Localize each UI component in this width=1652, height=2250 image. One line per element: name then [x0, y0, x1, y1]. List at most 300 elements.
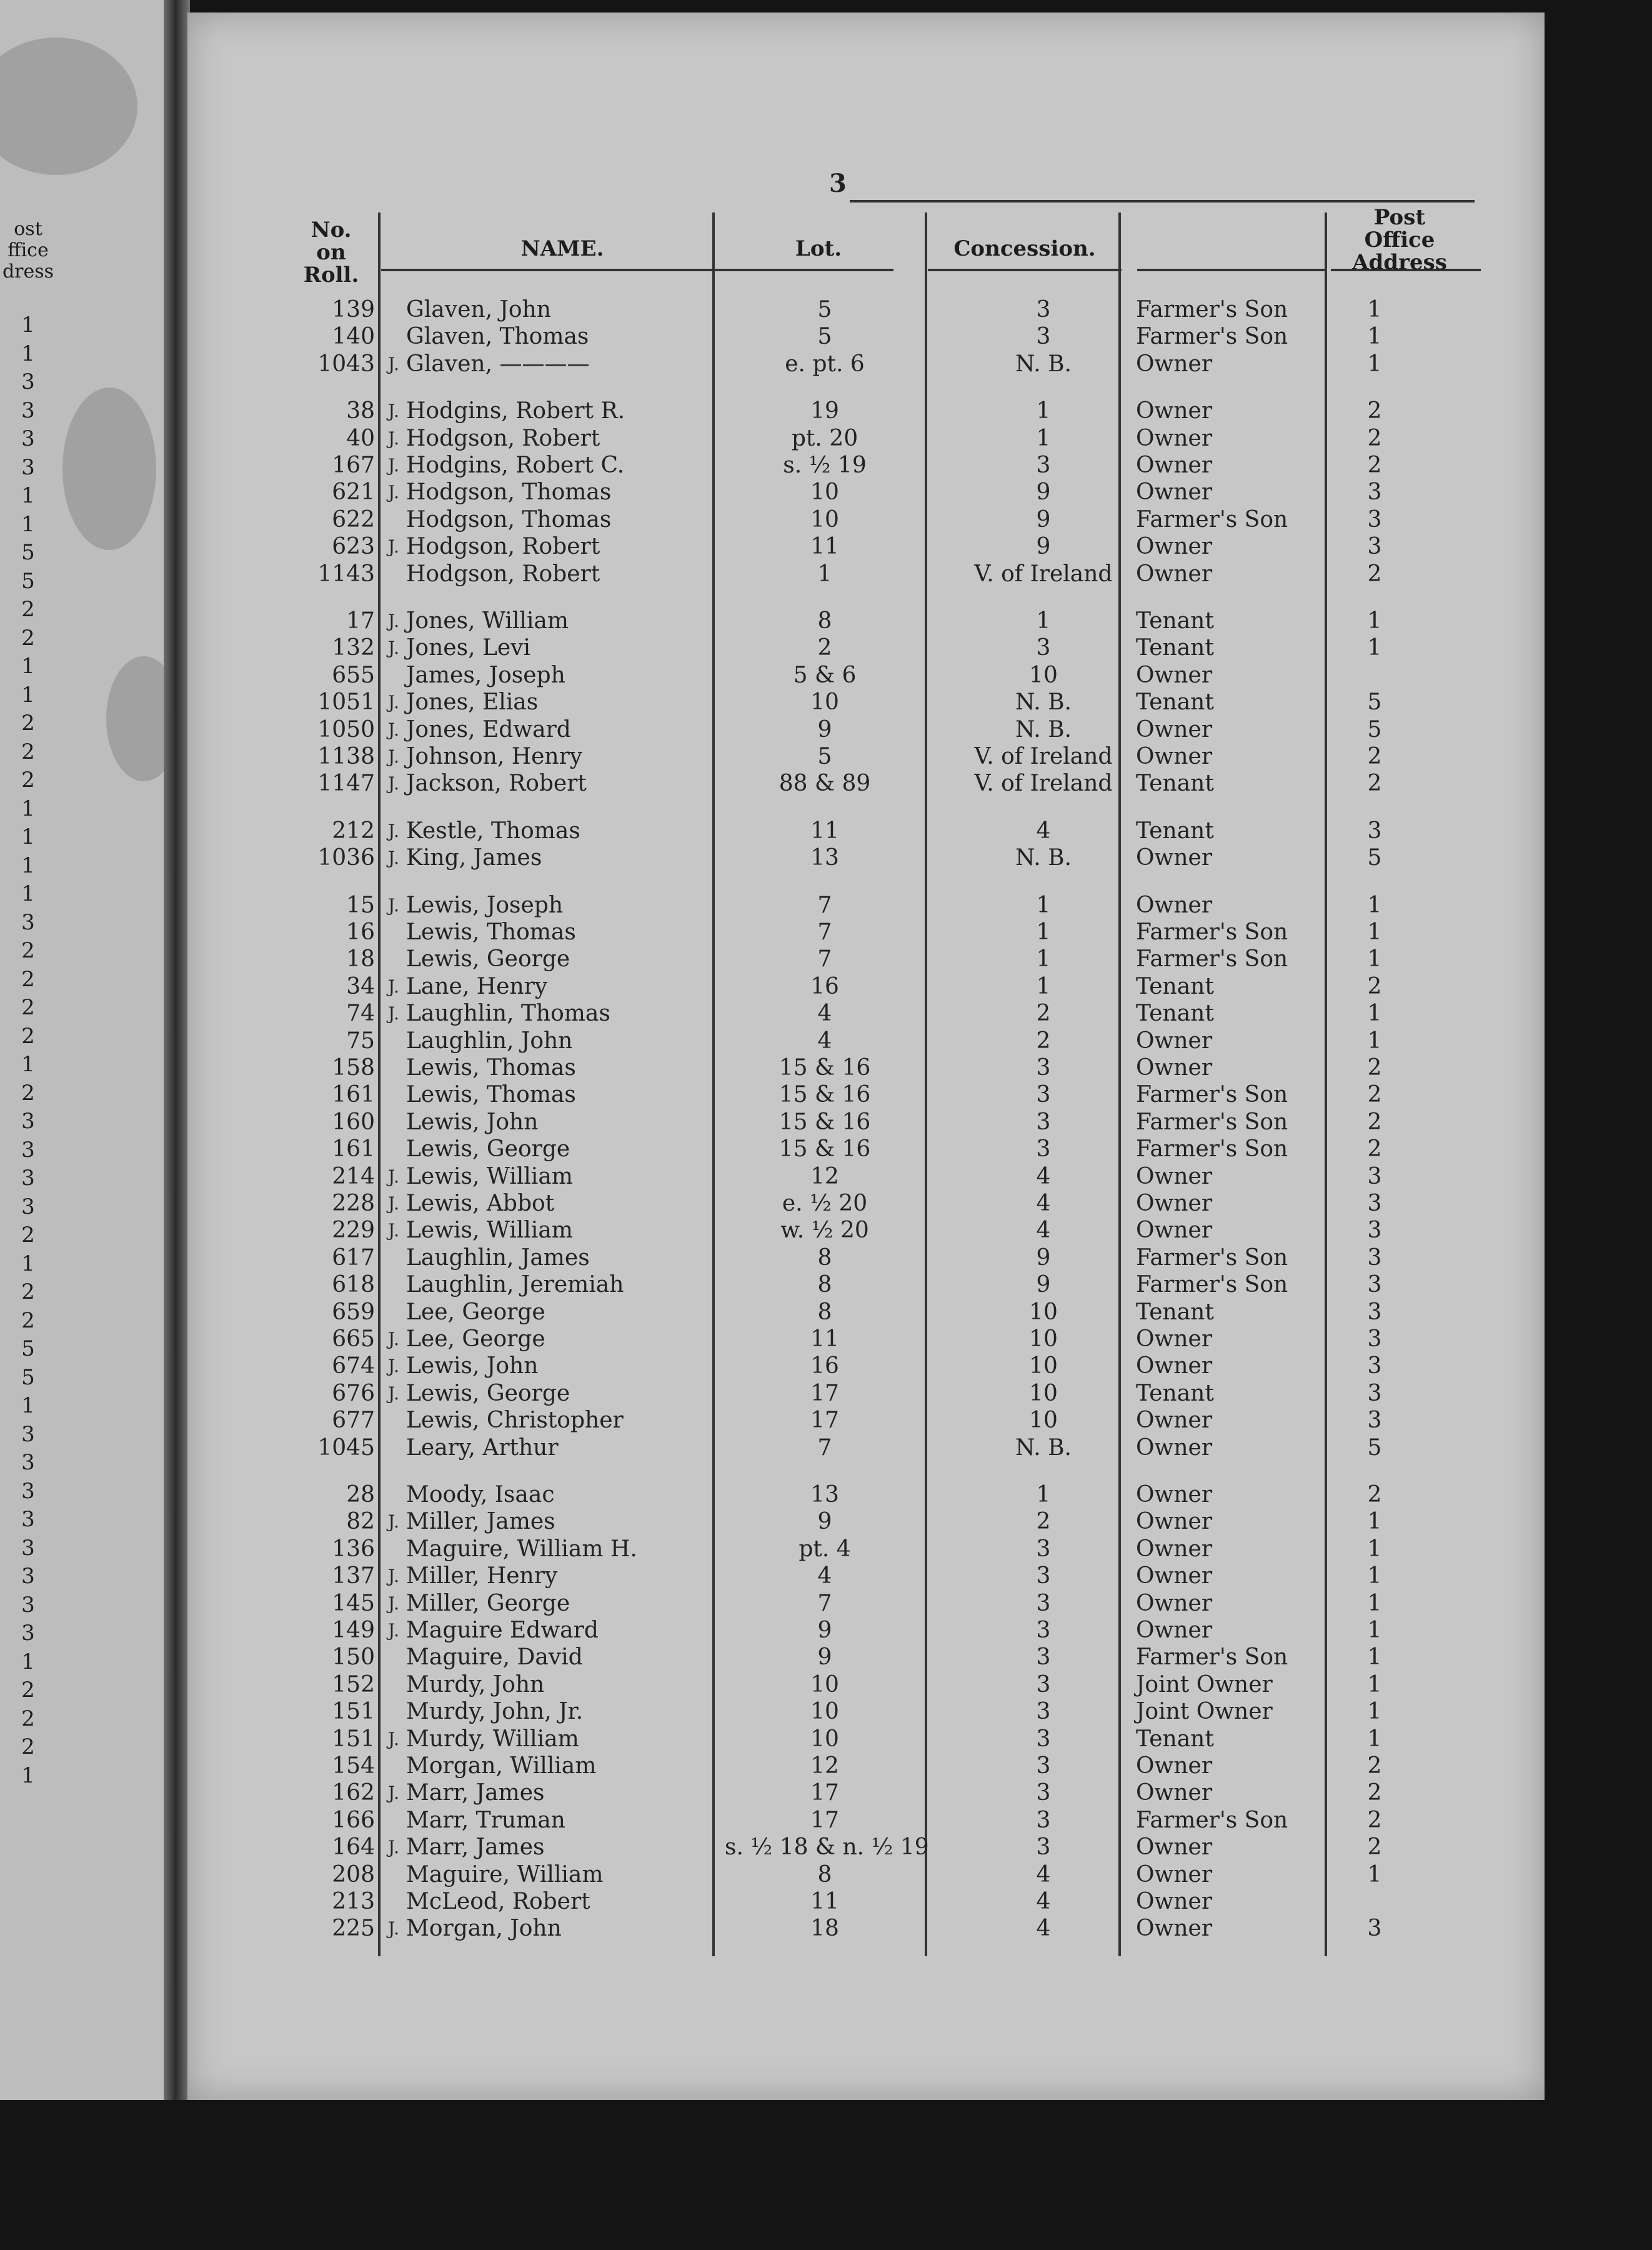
cell-concession: 9 [1036, 1244, 1051, 1271]
cell-post-office: 1 [1367, 1001, 1382, 1027]
cell-roll-number: 623 [332, 534, 375, 560]
cell-post-office: 1 [1367, 1699, 1382, 1725]
cell-lot: 10 [810, 1726, 839, 1752]
cell-concession: 4 [1036, 1218, 1051, 1244]
cell-person-name: Hodgins, Robert R. [406, 398, 625, 424]
cell-person-name: Hodgson, Robert [406, 561, 600, 587]
cell-person-name: Jones, Levi [406, 635, 531, 661]
cell-concession: 9 [1036, 534, 1051, 560]
cell-status: Owner [1136, 1163, 1213, 1189]
cell-lot: 7 [817, 892, 832, 918]
water-stain [62, 388, 156, 550]
cell-concession: 10 [1029, 1408, 1058, 1434]
cell-post-office: 1 [1367, 608, 1382, 634]
left-fragment-number: 3 [21, 1194, 35, 1219]
left-fragment-header [0, 219, 56, 282]
cell-roll-number: 225 [332, 1916, 375, 1942]
cell-person-name: Maguire, David [406, 1644, 583, 1671]
cell-roll-number: 1138 [317, 744, 375, 769]
cell-status: Owner [1136, 1889, 1213, 1914]
cell-post-office: 2 [1367, 1753, 1382, 1779]
table-row [187, 297, 1545, 323]
cell-post-office: 1 [1367, 1509, 1382, 1535]
cell-lot: 11 [810, 818, 839, 844]
header-post-office [1331, 206, 1468, 274]
cell-person-name: Miller, James [406, 1509, 555, 1535]
cell-roll-number: 229 [332, 1218, 375, 1244]
cell-status: Farmer's Son [1136, 506, 1288, 532]
cell-lot: 13 [810, 845, 839, 871]
table-row [187, 351, 1545, 378]
left-fragment-number: 2 [21, 768, 35, 792]
table-row [187, 1245, 1545, 1271]
cell-post-office: 3 [1367, 1191, 1382, 1216]
cell-lot: 11 [810, 534, 839, 560]
cell-lot: 9 [817, 716, 832, 742]
cell-roll-number: 617 [332, 1244, 375, 1271]
header-bottom-rule [381, 269, 893, 271]
cell-status: Tenant [1136, 1380, 1214, 1406]
cell-roll-number: 622 [332, 506, 375, 532]
cell-status: Owner [1136, 398, 1213, 424]
cell-person-name: Johnson, Henry [406, 744, 583, 769]
cell-roll-number: 151 [332, 1726, 375, 1752]
cell-juror-mark: J. [388, 455, 399, 476]
cell-person-name: Jackson, Robert [406, 771, 587, 797]
cell-status: Farmer's Son [1136, 324, 1288, 350]
left-fragment-number: 2 [21, 1222, 35, 1248]
cell-lot: 9 [817, 1618, 832, 1643]
cell-concession: 1 [1036, 398, 1051, 424]
left-fragment-number: 1 [21, 1251, 35, 1276]
cell-concession: 4 [1036, 818, 1051, 844]
cell-post-office: 3 [1367, 818, 1382, 844]
cell-lot: 10 [810, 1671, 839, 1698]
table-row [187, 689, 1545, 716]
cell-status: Farmer's Son [1136, 946, 1288, 972]
left-fragment-number: 2 [21, 711, 35, 736]
table-row [187, 1699, 1545, 1725]
left-fragment-number: 3 [21, 1592, 35, 1618]
table-row [187, 717, 1545, 743]
cell-post-office: 2 [1367, 973, 1382, 999]
cell-roll-number: 655 [332, 662, 375, 688]
table-row [187, 635, 1545, 661]
cell-concession: 1 [1036, 608, 1051, 634]
cell-lot: 5 & 6 [793, 662, 857, 688]
left-fragment-number: 3 [21, 1564, 35, 1589]
cell-concession: V. of Ireland [974, 561, 1113, 587]
cell-roll-number: 151 [332, 1699, 375, 1725]
left-fragment-number: 1 [21, 511, 35, 537]
cell-lot: 8 [817, 608, 832, 634]
cell-person-name: Morgan, John [406, 1916, 562, 1942]
header-bottom-rule [1137, 269, 1325, 271]
table-row [187, 534, 1545, 560]
cell-roll-number: 228 [332, 1191, 375, 1216]
left-fragment-number: 1 [21, 483, 35, 508]
cell-person-name: Lewis, George [406, 946, 570, 972]
cell-post-office: 1 [1367, 635, 1382, 661]
cell-concession: 1 [1036, 892, 1051, 918]
cell-concession: 9 [1036, 479, 1051, 506]
cell-juror-mark: J. [388, 1918, 399, 1939]
table-row [187, 561, 1545, 588]
cell-lot: s. ½ 19 [783, 452, 867, 478]
cell-lot: 4 [817, 1001, 832, 1027]
left-fragment-number: 2 [21, 1678, 35, 1702]
cell-roll-number: 40 [346, 425, 375, 451]
cell-status: Owner [1136, 716, 1213, 742]
cell-person-name: Hodgson, Thomas [406, 506, 612, 532]
cell-concession: 10 [1029, 1326, 1058, 1352]
cell-status: Owner [1136, 351, 1213, 377]
cell-post-office: 1 [1367, 324, 1382, 350]
cell-post-office: 1 [1367, 1618, 1382, 1643]
cell-roll-number: 137 [332, 1563, 375, 1589]
cell-post-office: 3 [1367, 534, 1382, 560]
cell-person-name: Laughlin, Jeremiah [406, 1272, 624, 1298]
left-fragment-number: 3 [21, 369, 35, 394]
cell-post-office: 1 [1367, 919, 1382, 945]
cell-status: Owner [1136, 1753, 1213, 1779]
table-row [187, 662, 1545, 689]
cell-juror-mark: J. [388, 1566, 399, 1587]
cell-concession: 10 [1029, 1353, 1058, 1379]
cell-person-name: Lewis, John [406, 1353, 539, 1379]
cell-status: Owner [1136, 1563, 1213, 1589]
cell-lot: 7 [817, 946, 832, 972]
cell-person-name: Laughlin, Thomas [406, 1001, 610, 1027]
cell-concession: 2 [1036, 1028, 1051, 1054]
cell-post-office: 5 [1367, 845, 1382, 871]
left-fragment-number: 1 [21, 312, 35, 338]
cell-post-office: 5 [1367, 716, 1382, 742]
cell-person-name: Lewis, Joseph [406, 892, 564, 918]
table-row [187, 1164, 1545, 1190]
table-row [187, 1808, 1545, 1834]
cell-roll-number: 74 [346, 1001, 375, 1027]
left-fragment-number: 2 [21, 1308, 35, 1333]
cell-post-office: 3 [1367, 1380, 1382, 1406]
cell-concession: 3 [1036, 1807, 1051, 1833]
cell-post-office: 1 [1367, 1563, 1382, 1589]
cell-concession: N. B. [1015, 716, 1072, 742]
cell-lot: 8 [817, 1861, 832, 1888]
left-fragment-number: 3 [21, 1478, 35, 1504]
cell-roll-number: 1143 [317, 561, 375, 587]
cell-roll-number: 139 [332, 297, 375, 322]
cell-roll-number: 154 [332, 1753, 375, 1779]
cell-status: Farmer's Son [1136, 919, 1288, 945]
cell-post-office: 2 [1367, 425, 1382, 451]
table-row [187, 974, 1545, 1000]
cell-lot: 8 [817, 1299, 832, 1325]
cell-juror-mark: J. [388, 1220, 399, 1241]
cell-lot: 4 [817, 1563, 832, 1589]
cell-status: Tenant [1136, 1001, 1214, 1027]
cell-person-name: Hodgson, Thomas [406, 479, 612, 506]
cell-lot: e. ½ 20 [782, 1191, 868, 1216]
cell-concession: V. of Ireland [974, 771, 1113, 797]
cell-concession: 3 [1036, 1644, 1051, 1671]
cell-concession: 3 [1036, 297, 1051, 322]
cell-lot: 19 [810, 398, 839, 424]
book-spine [164, 0, 190, 2125]
table-row [187, 608, 1545, 634]
cell-person-name: Marr, James [406, 1780, 545, 1806]
cell-lot: 15 & 16 [779, 1109, 871, 1135]
cell-roll-number: 28 [346, 1482, 375, 1508]
cell-lot: pt. 4 [799, 1536, 851, 1562]
cell-post-office: 1 [1367, 351, 1382, 377]
cell-roll-number: 665 [332, 1326, 375, 1352]
cell-person-name: Maguire, William [406, 1861, 604, 1888]
cell-post-office: 2 [1367, 1807, 1382, 1833]
cell-status: Owner [1136, 1353, 1213, 1379]
cell-person-name: Miller, George [406, 1590, 570, 1616]
header-po-line1: Post [1373, 205, 1426, 230]
cell-concession: 4 [1036, 1191, 1051, 1216]
table-row [187, 479, 1545, 506]
cell-lot: 10 [810, 479, 839, 506]
cell-concession: 1 [1036, 919, 1051, 945]
cell-lot: 12 [810, 1163, 839, 1189]
left-fragment-number: 1 [21, 682, 35, 708]
left-fragment-number: 1 [21, 881, 35, 906]
cell-person-name: Kestle, Thomas [406, 818, 580, 844]
cell-status: Tenant [1136, 1299, 1214, 1325]
cell-lot: 17 [810, 1408, 839, 1434]
cell-juror-mark: J. [388, 428, 399, 449]
cell-lot: 16 [810, 1353, 839, 1379]
cell-person-name: Hodgson, Robert [406, 425, 600, 451]
cell-juror-mark: J. [388, 1382, 399, 1404]
left-fragment-number: 3 [21, 1535, 35, 1561]
cell-concession: 3 [1036, 324, 1051, 350]
cell-person-name: Jones, Elias [406, 689, 539, 716]
cell-roll-number: 152 [332, 1671, 375, 1698]
cell-lot: 15 & 16 [779, 1055, 871, 1081]
cell-post-office: 2 [1367, 1055, 1382, 1081]
cell-status: Owner [1136, 892, 1213, 918]
cell-status: Farmer's Son [1136, 297, 1288, 322]
cell-roll-number: 145 [332, 1590, 375, 1616]
cell-status: Farmer's Son [1136, 1082, 1288, 1108]
cell-concession: 10 [1029, 662, 1058, 688]
cell-concession: 3 [1036, 1055, 1051, 1081]
cell-status: Owner [1136, 1861, 1213, 1888]
cell-lot: 10 [810, 506, 839, 532]
cell-person-name: James, Joseph [406, 662, 565, 688]
cell-lot: 5 [817, 297, 832, 322]
cell-person-name: Miller, Henry [406, 1563, 558, 1589]
table-row [187, 1381, 1545, 1407]
cell-post-office: 1 [1367, 1028, 1382, 1054]
cell-juror-mark: J. [388, 611, 399, 631]
cell-lot: 7 [817, 919, 832, 945]
cell-post-office: 1 [1367, 1671, 1382, 1698]
cell-juror-mark: J. [388, 894, 399, 916]
cell-status: Owner [1136, 452, 1213, 478]
cell-lot: 11 [810, 1889, 839, 1914]
cell-status: Owner [1136, 1590, 1213, 1616]
left-fragment-number: 3 [21, 1137, 35, 1162]
left-fragment-number: 3 [21, 1621, 35, 1646]
cell-status: Owner [1136, 1780, 1213, 1806]
left-fragment-number: 1 [21, 1052, 35, 1077]
cell-roll-number: 164 [332, 1834, 375, 1861]
cell-juror-mark: J. [388, 1620, 399, 1641]
cell-person-name: Lewis, Abbot [406, 1191, 555, 1216]
cell-status: Tenant [1136, 818, 1214, 844]
cell-lot: 13 [810, 1482, 839, 1508]
cell-lot: 5 [817, 744, 832, 769]
cell-status: Owner [1136, 1834, 1213, 1861]
cell-person-name: Lewis, George [406, 1136, 570, 1162]
table-row [187, 1889, 1545, 1915]
cell-concession: 3 [1036, 1671, 1051, 1698]
table-row [187, 1672, 1545, 1698]
cell-status: Joint Owner [1136, 1671, 1273, 1698]
left-fragment-number: 1 [21, 796, 35, 821]
cell-lot: 10 [810, 689, 839, 716]
cell-juror-mark: J. [388, 1782, 399, 1804]
cell-post-office: 1 [1367, 1861, 1382, 1888]
cell-roll-number: 160 [332, 1109, 375, 1135]
cell-person-name: Marr, Truman [406, 1807, 565, 1833]
cell-roll-number: 149 [332, 1618, 375, 1643]
cell-concession: 10 [1029, 1380, 1058, 1406]
cell-post-office: 3 [1367, 1218, 1382, 1244]
cell-concession: 4 [1036, 1889, 1051, 1914]
cell-juror-mark: J. [388, 1837, 399, 1858]
cell-juror-mark: J. [388, 482, 399, 503]
cell-juror-mark: J. [388, 719, 399, 740]
table-row [187, 452, 1545, 479]
table-row [187, 892, 1545, 919]
cell-lot: s. ½ 18 & n. ½ 19 [725, 1834, 929, 1861]
cell-post-office: 1 [1367, 1536, 1382, 1562]
cell-roll-number: 18 [346, 946, 375, 972]
table-row [187, 507, 1545, 533]
cell-post-office: 1 [1367, 297, 1382, 322]
cell-post-office: 2 [1367, 1834, 1382, 1861]
cell-status: Farmer's Son [1136, 1644, 1288, 1671]
cell-juror-mark: J. [388, 353, 399, 374]
cell-juror-mark: J. [388, 692, 399, 713]
cell-concession: V. of Ireland [974, 744, 1113, 769]
table-row [187, 1408, 1545, 1434]
cell-roll-number: 677 [332, 1408, 375, 1434]
cell-roll-number: 1045 [317, 1434, 375, 1461]
cell-lot: 88 & 89 [779, 771, 871, 797]
table-row [187, 845, 1545, 871]
cell-juror-mark: J. [388, 773, 399, 794]
cell-status: Owner [1136, 561, 1213, 587]
cell-post-office: 2 [1367, 1780, 1382, 1806]
cell-status: Owner [1136, 1618, 1213, 1643]
cell-roll-number: 1036 [317, 845, 375, 871]
left-fragment-number: 5 [21, 568, 35, 594]
cell-person-name: Lewis, Christopher [406, 1408, 624, 1434]
left-fragment-number: 1 [21, 341, 35, 366]
table-row [187, 1618, 1545, 1644]
cell-person-name: Jones, William [406, 608, 569, 634]
cell-status: Owner [1136, 1055, 1213, 1081]
table-row [187, 1272, 1545, 1298]
table-row [187, 1834, 1545, 1861]
table-row [187, 1780, 1545, 1806]
cell-person-name: Morgan, William [406, 1753, 597, 1779]
cell-person-name: Lewis, Thomas [406, 1082, 576, 1108]
cell-concession: 3 [1036, 1136, 1051, 1162]
table-row [187, 1753, 1545, 1779]
left-fragment-number: 3 [21, 1109, 35, 1134]
left-fragment-number: 3 [21, 1507, 35, 1532]
table-row [187, 1136, 1545, 1162]
table-row [187, 1509, 1545, 1535]
cell-concession: 3 [1036, 1726, 1051, 1752]
cell-concession: 1 [1036, 1482, 1051, 1508]
table-row [187, 1482, 1545, 1508]
left-page-fragment [0, 0, 181, 2100]
table-row [187, 818, 1545, 844]
cell-person-name: Lane, Henry [406, 973, 548, 999]
cell-person-name: Moody, Isaac [406, 1482, 555, 1508]
cell-person-name: McLeod, Robert [406, 1889, 590, 1914]
cell-post-office: 2 [1367, 771, 1382, 797]
cell-juror-mark: J. [388, 848, 399, 869]
cell-lot: 18 [810, 1916, 839, 1942]
cell-concession: 2 [1036, 1001, 1051, 1027]
cell-post-office: 3 [1367, 1163, 1382, 1189]
cell-status: Farmer's Son [1136, 1272, 1288, 1298]
cell-concession: 4 [1036, 1916, 1051, 1942]
cell-concession: 3 [1036, 1590, 1051, 1616]
cell-concession: 4 [1036, 1163, 1051, 1189]
left-fragment-number: 2 [21, 1706, 35, 1731]
cell-roll-number: 140 [332, 324, 375, 350]
cell-post-office: 1 [1367, 1590, 1382, 1616]
table-row [187, 1299, 1545, 1326]
cell-roll-number: 16 [346, 919, 375, 945]
left-fragment-number: 3 [21, 454, 35, 480]
cell-concession: 10 [1029, 1299, 1058, 1325]
header-po-line2: Office [1364, 228, 1435, 252]
table-row [187, 1055, 1545, 1081]
left-fragment-number: 1 [21, 824, 35, 849]
water-stain [0, 38, 137, 175]
left-fragment-number: 1 [21, 1393, 35, 1418]
cell-person-name: Lewis, Thomas [406, 919, 576, 945]
cell-person-name: Hodgson, Robert [406, 534, 600, 560]
cell-person-name: Leary, Arthur [406, 1434, 559, 1461]
cell-concession: N. B. [1015, 1434, 1072, 1461]
left-fragment-number: 1 [21, 1762, 35, 1788]
cell-person-name: Murdy, John, Jr. [406, 1699, 584, 1725]
cell-roll-number: 75 [346, 1028, 375, 1054]
cell-lot: 10 [810, 1699, 839, 1725]
cell-concession: N. B. [1015, 845, 1072, 871]
cell-concession: 1 [1036, 973, 1051, 999]
cell-post-office: 3 [1367, 1272, 1382, 1298]
left-fragment-number: 3 [21, 1166, 35, 1191]
cell-concession: 3 [1036, 1753, 1051, 1779]
cell-roll-number: 618 [332, 1272, 375, 1298]
cell-status: Tenant [1136, 1726, 1214, 1752]
cell-juror-mark: J. [388, 1003, 399, 1024]
